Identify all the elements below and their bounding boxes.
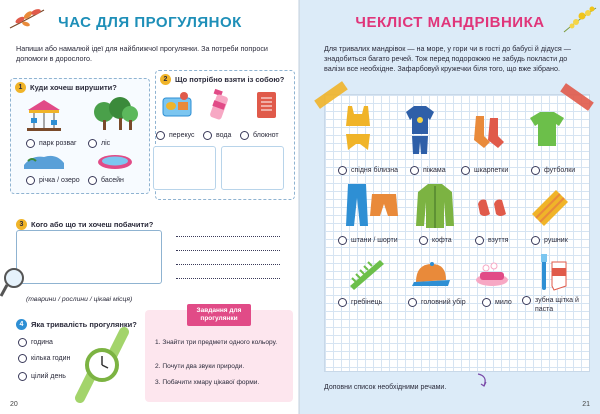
checkbox-circle[interactable] (408, 298, 417, 307)
item-label: мило (495, 299, 512, 306)
page-title: ЧАС ДЛЯ ПРОГУЛЯНОК (58, 14, 242, 31)
item-label: штани / шорти (351, 237, 398, 244)
checkbox-circle[interactable] (461, 166, 470, 175)
check-item-towel[interactable] (531, 236, 568, 245)
water-bottle-icon (208, 88, 232, 122)
lunchbox-icon (160, 90, 194, 120)
check-item-tshirts[interactable] (531, 166, 575, 175)
lake-icon (22, 149, 66, 171)
question-number: 2 (160, 74, 171, 85)
task-item: 2. Почути два звуки природи. (155, 363, 245, 370)
underwear-icon (342, 104, 374, 156)
option-pool[interactable] (88, 176, 124, 185)
checkbox-circle[interactable] (88, 176, 97, 185)
checkbox-circle[interactable] (338, 298, 347, 307)
option-label: річка / озеро (39, 177, 80, 184)
checkbox-circle[interactable] (531, 166, 540, 175)
intro-text: Для тривалих мандрівок — на море, у гори чи в гості до бабусі й дідуся — знадобиться багато речей. Тож перед подорожжю не забудь покласти до валізи все необхідне. Зафарбовуй кружечки біля того, що вже зібрано. (324, 44, 571, 73)
option-amusement-park[interactable] (26, 139, 77, 148)
check-item-toothbrush[interactable] (522, 296, 586, 314)
draw-area-q3[interactable] (16, 230, 162, 284)
checkbox-circle[interactable] (18, 372, 27, 381)
soap-icon (474, 262, 510, 288)
task-item: 3. Побачити хмару цікавої форми. (155, 379, 260, 386)
item-label: спідня білизна (351, 167, 399, 174)
question-text: Яка тривалість прогулянки? (31, 320, 137, 329)
option-notebook[interactable] (240, 131, 279, 140)
item-label: кофта (432, 237, 452, 244)
check-item-shoes[interactable] (475, 236, 508, 245)
checkbox-circle[interactable] (338, 236, 347, 245)
question-text: Що потрібно взяти із собою? (175, 75, 285, 84)
shoes-icon (476, 196, 512, 220)
answer-line[interactable] (176, 236, 280, 237)
option-label: цілий день (31, 373, 66, 380)
question-2-heading (160, 74, 284, 85)
check-item-trousers[interactable] (338, 236, 398, 245)
option-label: кілька годин (31, 355, 71, 362)
item-label: зубна щітка й паста (535, 297, 579, 313)
option-water[interactable] (203, 131, 231, 140)
checkbox-circle[interactable] (419, 236, 428, 245)
jacket-icon (412, 180, 458, 232)
check-item-underwear[interactable] (338, 166, 398, 175)
socks-icon (470, 112, 506, 152)
carousel-icon (24, 98, 64, 132)
draw-area-right[interactable] (221, 146, 284, 190)
page-number: 21 (582, 401, 590, 408)
towel-icon (526, 184, 572, 230)
wristwatch-icon (72, 330, 132, 400)
checkbox-circle[interactable] (240, 131, 249, 140)
item-label: рушник (544, 237, 568, 244)
checkbox-circle[interactable] (26, 176, 35, 185)
option-label: блокнот (253, 132, 279, 139)
answer-line[interactable] (176, 264, 280, 265)
option-label: ліс (101, 140, 111, 147)
answer-line[interactable] (176, 250, 280, 251)
forest-icon (92, 98, 138, 132)
option-river-lake[interactable] (26, 176, 80, 185)
option-label: перекус (169, 132, 195, 139)
tshirt-icon (526, 108, 568, 150)
option-label: парк розваг (39, 140, 77, 147)
pool-icon (96, 150, 134, 170)
question-3-heading (16, 219, 153, 230)
checkbox-circle[interactable] (18, 354, 27, 363)
option-label: вода (216, 132, 232, 139)
option-forest[interactable] (88, 139, 110, 148)
cap-icon (410, 260, 450, 290)
flower-branch-icon (562, 4, 598, 34)
option-label: басейн (101, 177, 124, 184)
option-whole-day[interactable] (18, 372, 66, 381)
item-label: головний убір (421, 299, 466, 306)
checkbox-circle[interactable] (475, 236, 484, 245)
comb-icon (346, 256, 386, 290)
intro-text: Напиши або намалюй ідеї для найближчої прогулянки. За потреби попроси допомоги в дорослого. (16, 44, 268, 63)
item-label: піжама (423, 167, 446, 174)
checkbox-circle[interactable] (26, 139, 35, 148)
magnifier-icon (0, 268, 26, 298)
draw-area-left[interactable] (153, 146, 216, 190)
item-label: взуття (488, 237, 509, 244)
check-item-socks[interactable] (461, 166, 508, 175)
checkbox-circle[interactable] (203, 131, 212, 140)
question-number: 4 (16, 319, 27, 330)
item-label: гребінець (351, 299, 383, 306)
checkbox-circle[interactable] (88, 139, 97, 148)
check-item-pajamas[interactable] (410, 166, 446, 175)
right-page (300, 0, 600, 414)
item-label: шкарпетки (474, 167, 509, 174)
option-snack[interactable] (156, 131, 195, 140)
checkbox-circle[interactable] (410, 166, 419, 175)
item-label: футболки (544, 167, 576, 174)
question-text: Кого або що ти хочеш побачити? (31, 220, 154, 229)
notebook-icon (254, 90, 278, 120)
option-hour[interactable] (18, 338, 53, 347)
question-4-heading (16, 319, 137, 330)
check-item-soap[interactable] (482, 298, 512, 307)
pajamas-icon (400, 104, 440, 156)
tasks-card (145, 307, 293, 402)
page-title: ЧЕКЛІСТ МАНДРІВНИКА (355, 14, 545, 31)
tasks-header: Завдання для прогулянки (187, 304, 251, 326)
answer-line[interactable] (176, 278, 280, 279)
option-several-hours[interactable] (18, 354, 70, 363)
trousers-shorts-icon (344, 182, 400, 230)
checkbox-circle[interactable] (522, 296, 531, 305)
toothbrush-paste-icon (534, 252, 570, 292)
checkbox-circle[interactable] (338, 166, 347, 175)
question-text: Куди хочеш вирушити? (30, 83, 117, 92)
checkbox-circle[interactable] (531, 236, 540, 245)
checkbox-circle[interactable] (156, 131, 165, 140)
q3-caption: (тварини / рослини / цікаві місця) (26, 296, 133, 303)
hint-text: Доповни список необхідними речами. (324, 384, 447, 391)
arrow-icon (476, 372, 492, 388)
question-1-heading (15, 82, 117, 93)
check-item-comb[interactable] (338, 298, 382, 307)
option-label: година (31, 339, 53, 346)
check-item-jacket[interactable] (419, 236, 452, 245)
task-item: 1. Знайти три предмети одного кольору. (155, 339, 278, 346)
check-item-hat[interactable] (408, 298, 466, 307)
checkbox-circle[interactable] (482, 298, 491, 307)
question-number: 1 (15, 82, 26, 93)
question-number: 3 (16, 219, 27, 230)
page-number: 20 (10, 401, 18, 408)
checkbox-circle[interactable] (18, 338, 27, 347)
